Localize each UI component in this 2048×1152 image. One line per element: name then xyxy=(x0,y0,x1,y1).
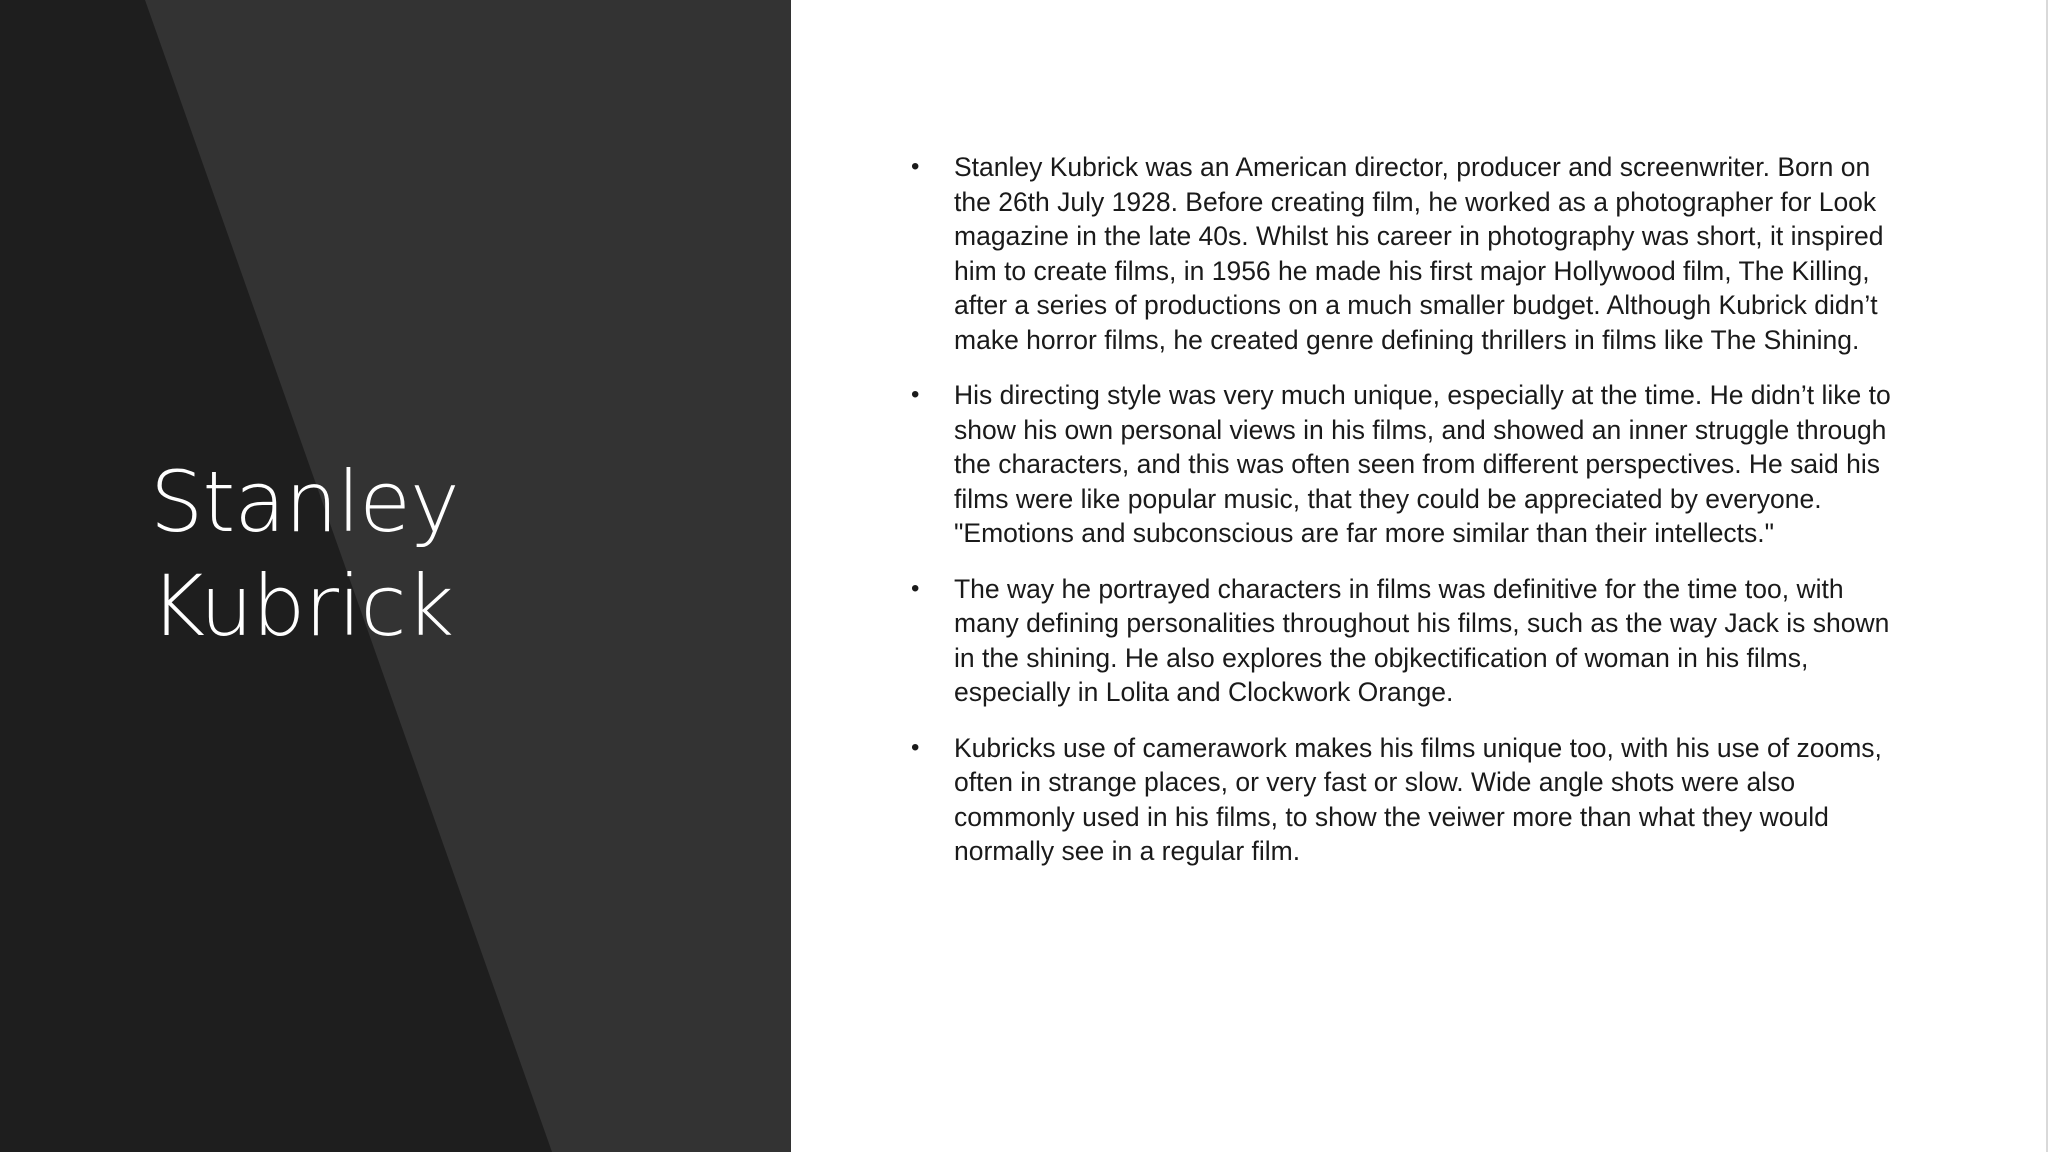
slide-body xyxy=(904,150,1904,890)
bullet-item xyxy=(904,378,1904,551)
bullet-marker: • xyxy=(911,153,920,180)
bullet-text: His directing style was very much unique, especially at the time. He didn’t like to show his own personal views in his films, and showed an inner struggle through the characters, and this was often seen from different perspectives. He said his films were like popular music, that they could be appreciated by everyone. "Emotions and subconscious are far more similar than their intellects." xyxy=(954,380,1891,548)
bullet-text: Stanley Kubrick was an American director, producer and screenwriter. Born on the 26th July 1928. Before creating film, he worked as a photographer for Look magazine in the late 40s. Whilst his career in photography was short, it inspired him to create films, in 1956 he made his first major Hollywood film, The Killing, after a series of productions on a much smaller budget. Although Kubrick didn’t make horror films, he created genre defining thrillers in films like The Shining. xyxy=(954,152,1884,355)
bullet-item xyxy=(904,150,1904,357)
slide-title xyxy=(150,450,750,658)
bullet-marker: • xyxy=(911,733,920,761)
bullet-list xyxy=(904,150,1904,869)
title-line-1: Stanley xyxy=(150,453,459,551)
bullet-item xyxy=(904,731,1904,869)
title-panel xyxy=(0,0,791,1152)
bullet-marker: • xyxy=(911,574,920,602)
bullet-text: Kubricks use of camerawork makes his films unique too, with his use of zooms, often in strange places, or very fast or slow. Wide angle shots were also commonly used in his films, to show the veiwer more than what they would normally see in a regular film. xyxy=(954,732,1882,866)
bullet-text: The way he portrayed characters in films was definitive for the time too, with many defining personalities throughout his films, such as the way Jack is shown in the shining. He also explores the objkectification of woman in his films, especially in Lolita and Clockwork Orange. xyxy=(954,573,1890,707)
title-line-2: Kubrick xyxy=(150,557,454,655)
bullet-marker: • xyxy=(911,381,920,408)
bullet-item xyxy=(904,572,1904,710)
